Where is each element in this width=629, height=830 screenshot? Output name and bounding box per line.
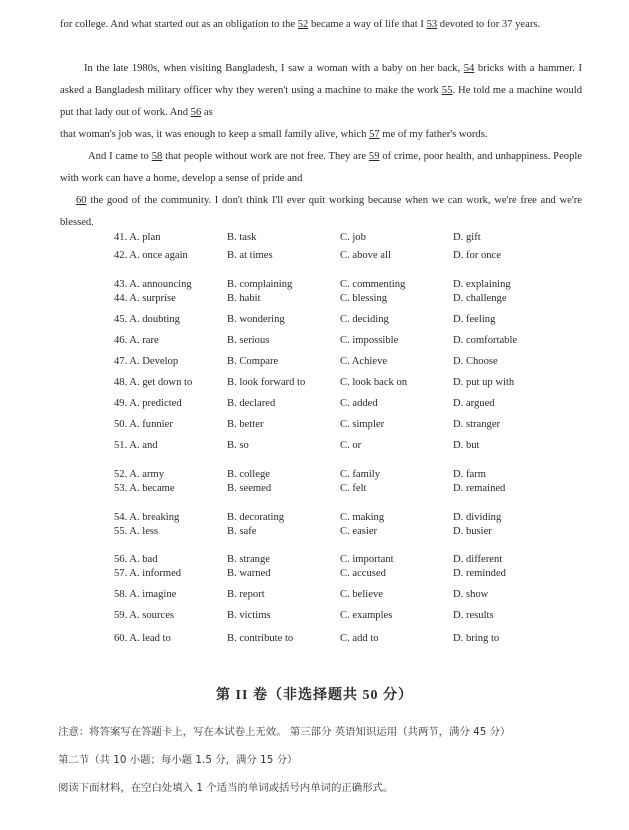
option-b: B. task [227,232,257,243]
option-a: 57. A. informed [114,568,182,579]
option-a: 50. A. funnier [114,419,173,430]
option-b: B. victims [227,610,271,621]
question-row [0,553,629,567]
question-row [0,355,629,369]
option-a: 53. A. became [114,483,175,494]
option-d: D. argued [453,398,495,409]
option-d: D. farm [453,469,486,480]
option-c: C. look back on [340,377,408,388]
blank-53: 53 [426,19,438,30]
question-row [0,439,629,453]
option-b: B. wondering [227,314,285,325]
option-c: C. examples [340,610,393,621]
blank-56: 56 [190,107,202,118]
option-d: D. explaining [453,279,511,290]
option-d: D. challenge [453,293,507,304]
option-d: D. dividing [453,512,502,523]
option-c: C. making [340,512,385,523]
passage-paragraph: 60 the good of the community. I don't think I'll ever quit working because when we can work, we're free and we're blessed. [60,195,582,228]
question-row [0,376,629,390]
question-row [0,249,629,263]
option-b: B. decorating [227,512,285,523]
option-a: 55. A. less [114,526,159,537]
option-b: B. serious [227,335,270,346]
question-row [0,418,629,432]
option-d: D. gift [453,232,481,243]
blank-57: 57 [369,129,380,140]
passage-paragraph: In the late 1980s, when visiting Bangladesh, I saw a woman with a baby on her back, 54 bricks with a hammer. I asked a Bangladesh military officer why they weren't using a machine to make the work 55. He told me a machine would put that lady out of work. And 56 as [60,63,583,118]
option-b: B. declared [227,398,276,409]
question-row [0,397,629,411]
question-row [0,231,629,245]
option-d: D. put up with [453,377,515,388]
option-a: 51. A. and [114,440,158,451]
option-b: B. at times [227,250,273,261]
question-row [0,292,629,306]
question-row [0,567,629,581]
option-d: D. but [453,440,480,451]
section-title: 第 II 卷（非选择题共 50 分） [216,688,413,703]
option-b: B. safe [227,526,257,537]
option-a: 42. A. once again [114,250,188,261]
option-c: C. commenting [340,279,406,290]
option-d: D. reminded [453,568,506,579]
option-a: 45. A. doubting [114,314,180,325]
option-b: B. warned [227,568,271,579]
blank-59: 59 [368,151,380,162]
option-c: C. Achieve [340,356,388,367]
passage-paragraph: And I came to 58 that people without work are not free. They are 59 of crime, poor health, and unhappiness. People with work can have a home, develop a sense of pride and [60,151,583,184]
option-c: C. add to [340,633,379,644]
option-d: D. remained [453,483,506,494]
passage-paragraph: for college. And what started out as an obligation to the 52 became a way of life that I 53 devoted to for 37 years. [60,19,541,30]
option-d: D. feeling [453,314,496,325]
option-c: C. deciding [340,314,389,325]
question-row [0,609,629,623]
option-a: 56. A. bad [114,554,158,565]
option-b: B. better [227,419,264,430]
blank-55: 55 [441,85,453,96]
option-a: 59. A. sources [114,610,175,621]
question-row [0,632,629,646]
option-b: B. so [227,440,249,451]
option-d: D. busier [453,526,492,537]
option-d: D. comfortable [453,335,518,346]
option-b: B. Compare [227,356,279,367]
option-a: 52. A. army [114,469,165,480]
option-c: C. blessing [340,293,388,304]
section-part: 第二节（共 10 小题；每小题 1.5 分，满分 15 分） [58,754,298,766]
option-d: D. different [453,554,503,565]
blank-60: 60 [76,195,87,206]
section-instruction: 阅读下面材料，在空白处填入 1 个适当的单词或括号内单词的正确形式。 [58,782,394,794]
option-a: 49. A. predicted [114,398,182,409]
option-b: B. look forward to [227,377,306,388]
option-d: D. show [453,589,489,600]
blank-54: 54 [463,63,475,74]
option-a: 41. A. plan [114,232,161,243]
option-b: B. report [227,589,265,600]
question-row [0,482,629,496]
option-c: C. important [340,554,394,565]
section-note: 注意：将答案写在答题卡上，写在本试卷上无效。 第三部分 英语知识运用（共两节，满分 45 分） [58,726,511,738]
option-a: 44. A. surprise [114,293,176,304]
passage-paragraph: that woman's job was, it was enough to keep a small family alive, which 57 me of my father's words. [60,129,488,140]
option-b: B. complaining [227,279,293,290]
option-c: C. or [340,440,362,451]
question-row [0,468,629,482]
option-a: 54. A. breaking [114,512,180,523]
option-a: 48. A. get down to [114,377,193,388]
option-c: C. above all [340,250,391,261]
option-a: 47. A. Develop [114,356,179,367]
option-c: C. easier [340,526,378,537]
option-b: B. seemed [227,483,272,494]
option-a: 58. A. imagine [114,589,177,600]
option-c: C. felt [340,483,367,494]
option-c: C. believe [340,589,383,600]
question-row [0,511,629,525]
option-c: C. family [340,469,381,480]
option-a: 46. A. rare [114,335,159,346]
option-b: B. habit [227,293,261,304]
blank-52: 52 [297,19,309,30]
option-d: D. for once [453,250,501,261]
option-c: C. accused [340,568,386,579]
option-d: D. Choose [453,356,498,367]
question-row [0,525,629,539]
question-row [0,278,629,292]
option-a: 60. A. lead to [114,633,171,644]
option-c: C. job [340,232,366,243]
option-d: D. results [453,610,494,621]
option-d: D. stranger [453,419,501,430]
option-a: 43. A. announcing [114,279,192,290]
option-c: C. simpler [340,419,385,430]
option-c: C. impossible [340,335,399,346]
option-b: B. contribute to [227,633,294,644]
option-c: C. added [340,398,378,409]
question-row [0,334,629,348]
option-b: B. strange [227,554,270,565]
question-row [0,313,629,327]
blank-58: 58 [151,151,163,162]
option-d: D. bring to [453,633,500,644]
option-b: B. college [227,469,270,480]
question-row [0,588,629,602]
